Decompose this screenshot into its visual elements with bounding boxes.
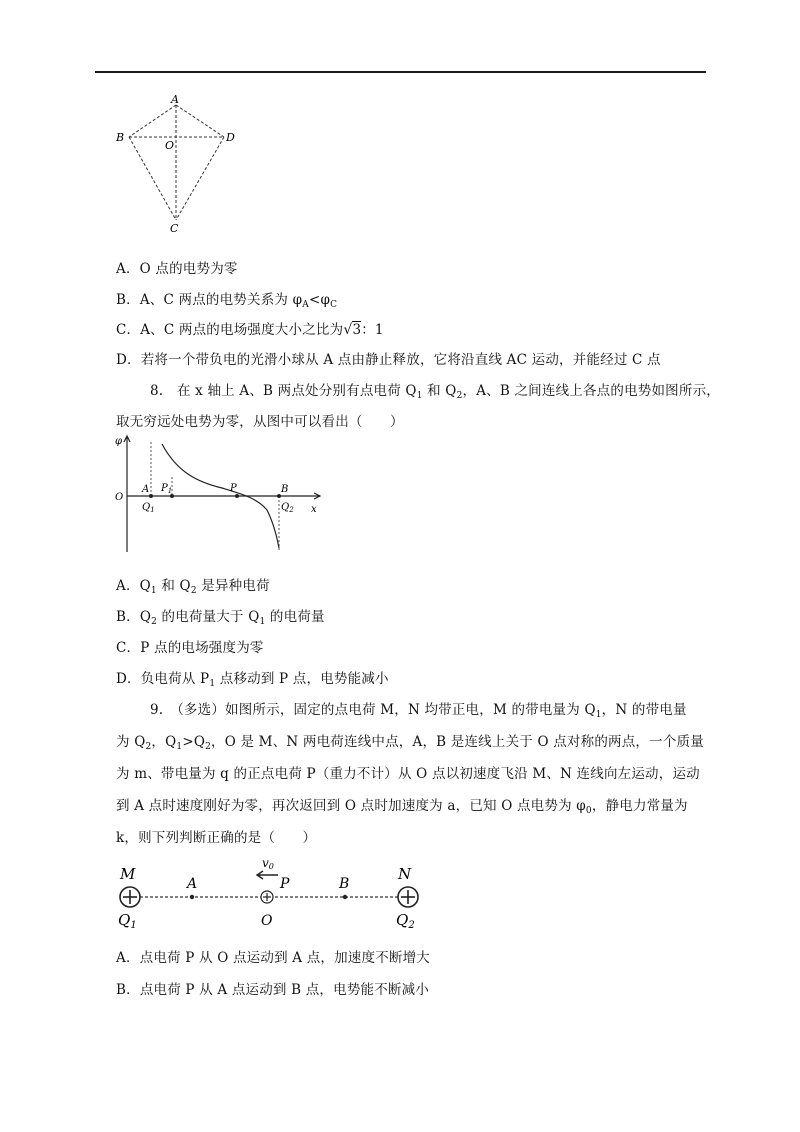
label-A: A [171,93,179,106]
velocity-arrow-icon [257,871,278,879]
q9-stem-line4: 到 A 点时速度刚好为零，再次返回到 O 点时加速度为 a，已知 O 点电势为 $\varphi_0$，静电力常量为 [116,798,688,816]
label-B: B [116,131,125,144]
q9-stem-line5: k，则下列判断正确的是（ ） [116,830,317,846]
q7-option-b: B．A、C 两点的电势关系为 $\varphi_A<\varphi_C$ [116,292,338,310]
label-origin: O [115,492,124,503]
q7-option-c: C．A、C 两点的电场强度大小之比为√3：1 [116,322,384,338]
potential-graph [112,432,327,554]
charge-N-plus-icon [398,887,418,907]
header-rule [95,71,706,73]
q9-stem-line2: 为 $Q_2$，$Q_1>Q_2$，O 是 M、N 两电荷连线中点，A，B 是连线上关于 O 点对称的两点，一个质量 [116,734,704,752]
label-B: B [281,484,289,495]
label-O: O [261,913,273,929]
label-phi: φ [115,436,123,447]
q8-stem-line1: 8. 在 x 轴上 A、B 两点处分别有点电荷 $Q_1$ 和 $Q_2$，A、B 之间连线上各点的电势如图所示， [150,383,720,401]
kite-diagram [112,92,242,234]
label-A: A [142,484,150,495]
label-O: O [165,139,175,152]
label-x: x [311,504,317,515]
label-C: C [170,222,179,234]
label-Q2: $Q_2$ [396,911,415,931]
label-Q1: $Q_1$ [118,911,137,931]
label-Q1: $Q_1$ [142,502,155,514]
charge-M-plus-icon [120,887,140,907]
label-P1: $P_1$ [161,483,173,495]
label-Q2: $Q_2$ [281,502,294,514]
q8-option-a: A．$Q_1$ 和 $Q_2$ 是异种电荷 [116,578,270,596]
q9-stem-line3: 为 m、带电量为 q 的正点电荷 P（重力不计）从 O 点以初速度飞沿 M、N 连线向左运动，运动 [116,766,700,782]
label-P: P [280,876,290,892]
q9-option-b: B．点电荷 P 从 A 点运动到 B 点，电势能不断减小 [116,982,430,998]
charge-P-plus-icon [261,891,273,903]
label-M: M [120,865,136,883]
sqrt-symbol: √ [343,322,353,338]
q9-option-a: A．点电荷 P 从 O 点运动到 A 点，加速度不断增大 [116,950,430,966]
q8-option-c: C．P 点的电场强度为零 [116,640,264,656]
q9-stem-line1: 9. （多选）如图所示，固定的点电荷 M，N 均带正电，M 的带电量为 $Q_1$，N 的带电量 [150,702,687,720]
q7-option-a: A．O 点的电势为零 [116,261,238,277]
label-v0: v0 [262,856,274,871]
q8-option-b: B．$Q_2$ 的电荷量大于 $Q_1$ 的电荷量 [116,609,325,627]
label-B: B [339,876,350,892]
label-A: A [187,876,198,892]
label-N: N [398,865,412,883]
label-D: D [226,131,235,144]
charges-diagram [110,855,430,933]
q8-option-d: D．负电荷从 $P_1$ 点移动到 P 点，电势能减小 [116,671,389,689]
label-P: P [230,483,237,494]
q7-option-d: D．若将一个带负电的光滑小球从 A 点由静止释放，它将沿直线 AC 运动，并能经过 C 点 [116,352,661,368]
q8-stem-line2: 取无穷远处电势为零，从图中可以看出（ ） [116,414,404,430]
